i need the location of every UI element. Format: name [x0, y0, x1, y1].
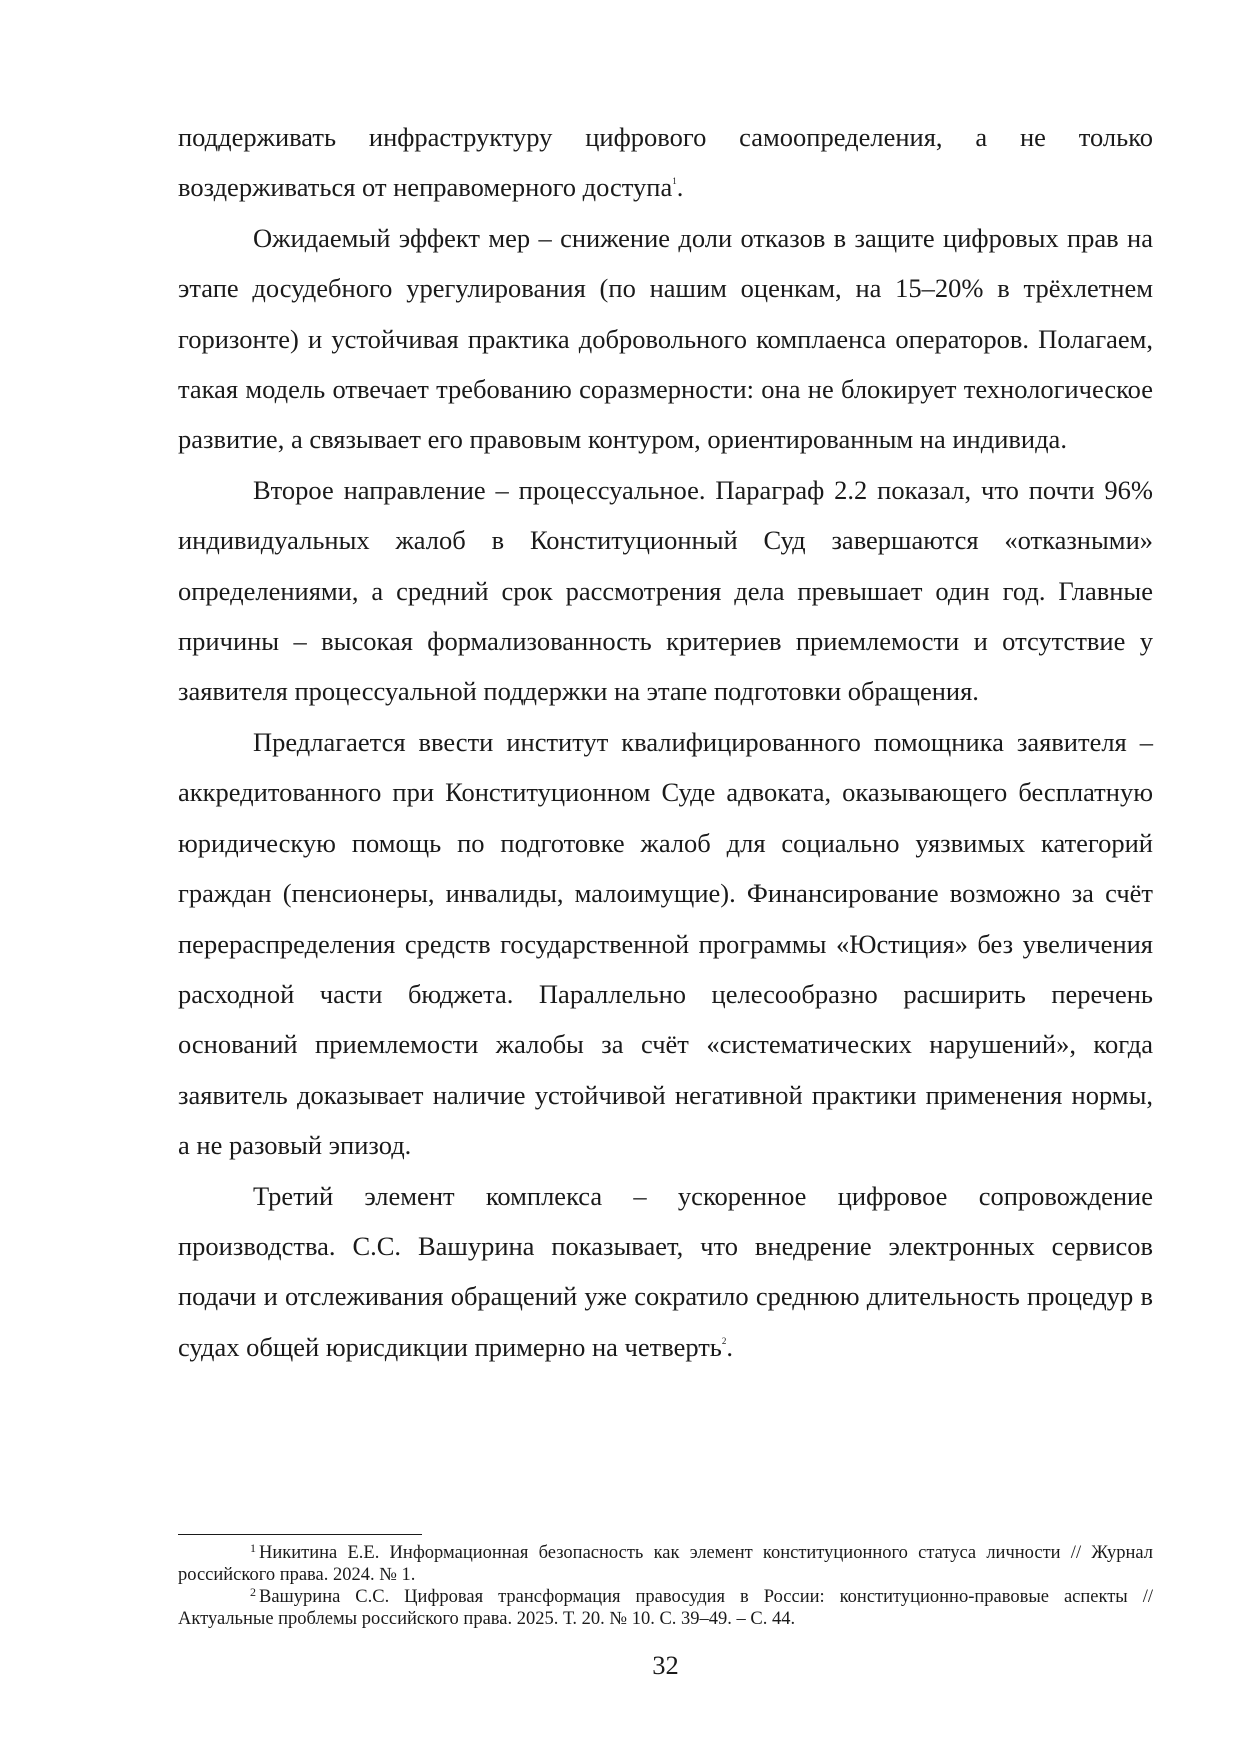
paragraph: Ожидаемый эффект мер – снижение доли отказов в защите цифровых прав на этапе досудебного урегулирования (по нашим оценкам, на 15–20% в трёхлетнем горизонте) и устойчивая практика добровольного комплаенса операторов. Полагаем, такая модель отвечает требованию соразмерности: она не блокирует технологическое развитие, а связывает его правовым контуром, ориентированным на индивида.	[178, 222, 1153, 455]
footnote	[178, 1586, 1153, 1630]
footnote-number: 2	[250, 1585, 256, 1599]
paragraph: Второе направление – процессуальное. Параграф 2.2 показал, что почти 96% индивидуальных жалоб в Конституционный Суд завершаются «отказными» определениями, а средний срок рассмотрения дела превышает один год. Главные причины – высокая формализованность критериев приемлемости и отсутствие у заявителя процессуальной поддержки на этапе подготовки обращения.	[178, 474, 1153, 707]
footnote-text: Вашурина С.С. Цифровая трансформация правосудия в России: конституционно-правовые аспекты // Актуальные проблемы российского права. 2025. Т. 20. № 10. С. 39–49. – С. 44.	[178, 1587, 1153, 1629]
page-number: 32	[652, 1650, 679, 1680]
paragraph-text: поддерживать инфраструктуру цифрового самоопределения, а не только воздерживаться от неправомерного доступа	[178, 122, 1153, 203]
footnote-reference: 1	[672, 176, 677, 187]
paragraph-text: Третий элемент комплекса – ускоренное цифровое сопровождение производства. С.С. Вашурина показывает, что внедрение электронных сервисов подачи и отслеживания обращений уже сократило среднюю длительность процедур в судах общей юрисдикции примерно на четверть	[178, 1180, 1153, 1362]
paragraph-tail: .	[726, 1331, 734, 1362]
footnote-text: Никитина Е.Е. Информационная безопасность как элемент конституционного статуса личности // Журнал российского права. 2024. № 1.	[178, 1543, 1153, 1585]
body-text	[178, 112, 1153, 1372]
footnotes	[178, 1542, 1153, 1630]
footnote	[178, 1542, 1153, 1586]
paragraph-tail: .	[676, 172, 684, 203]
paragraph	[178, 1171, 1153, 1373]
paragraph: Предлагается ввести институт квалифицированного помощника заявителя – аккредитованного при Конституционном Суде адвоката, оказывающего бесплатную юридическую помощь по подготовке жалоб для социально уязвимых категорий граждан (пенсионеры, инвалиды, малоимущие). Финансирование возможно за счёт перераспределения средств государственной программы «Юстиция» без увеличения расходной части бюджета. Параллельно целесообразно расширить перечень оснований приемлемости жалобы за счёт «систематических нарушений», когда заявитель доказывает наличие устойчивой негативной практики применения нормы, а не разовый эпизод.	[178, 726, 1153, 1161]
footnote-number: 1	[250, 1541, 256, 1555]
footnote-separator	[178, 1534, 422, 1535]
paragraph-continuation	[178, 112, 1153, 213]
footnote-reference: 2	[721, 1335, 727, 1346]
